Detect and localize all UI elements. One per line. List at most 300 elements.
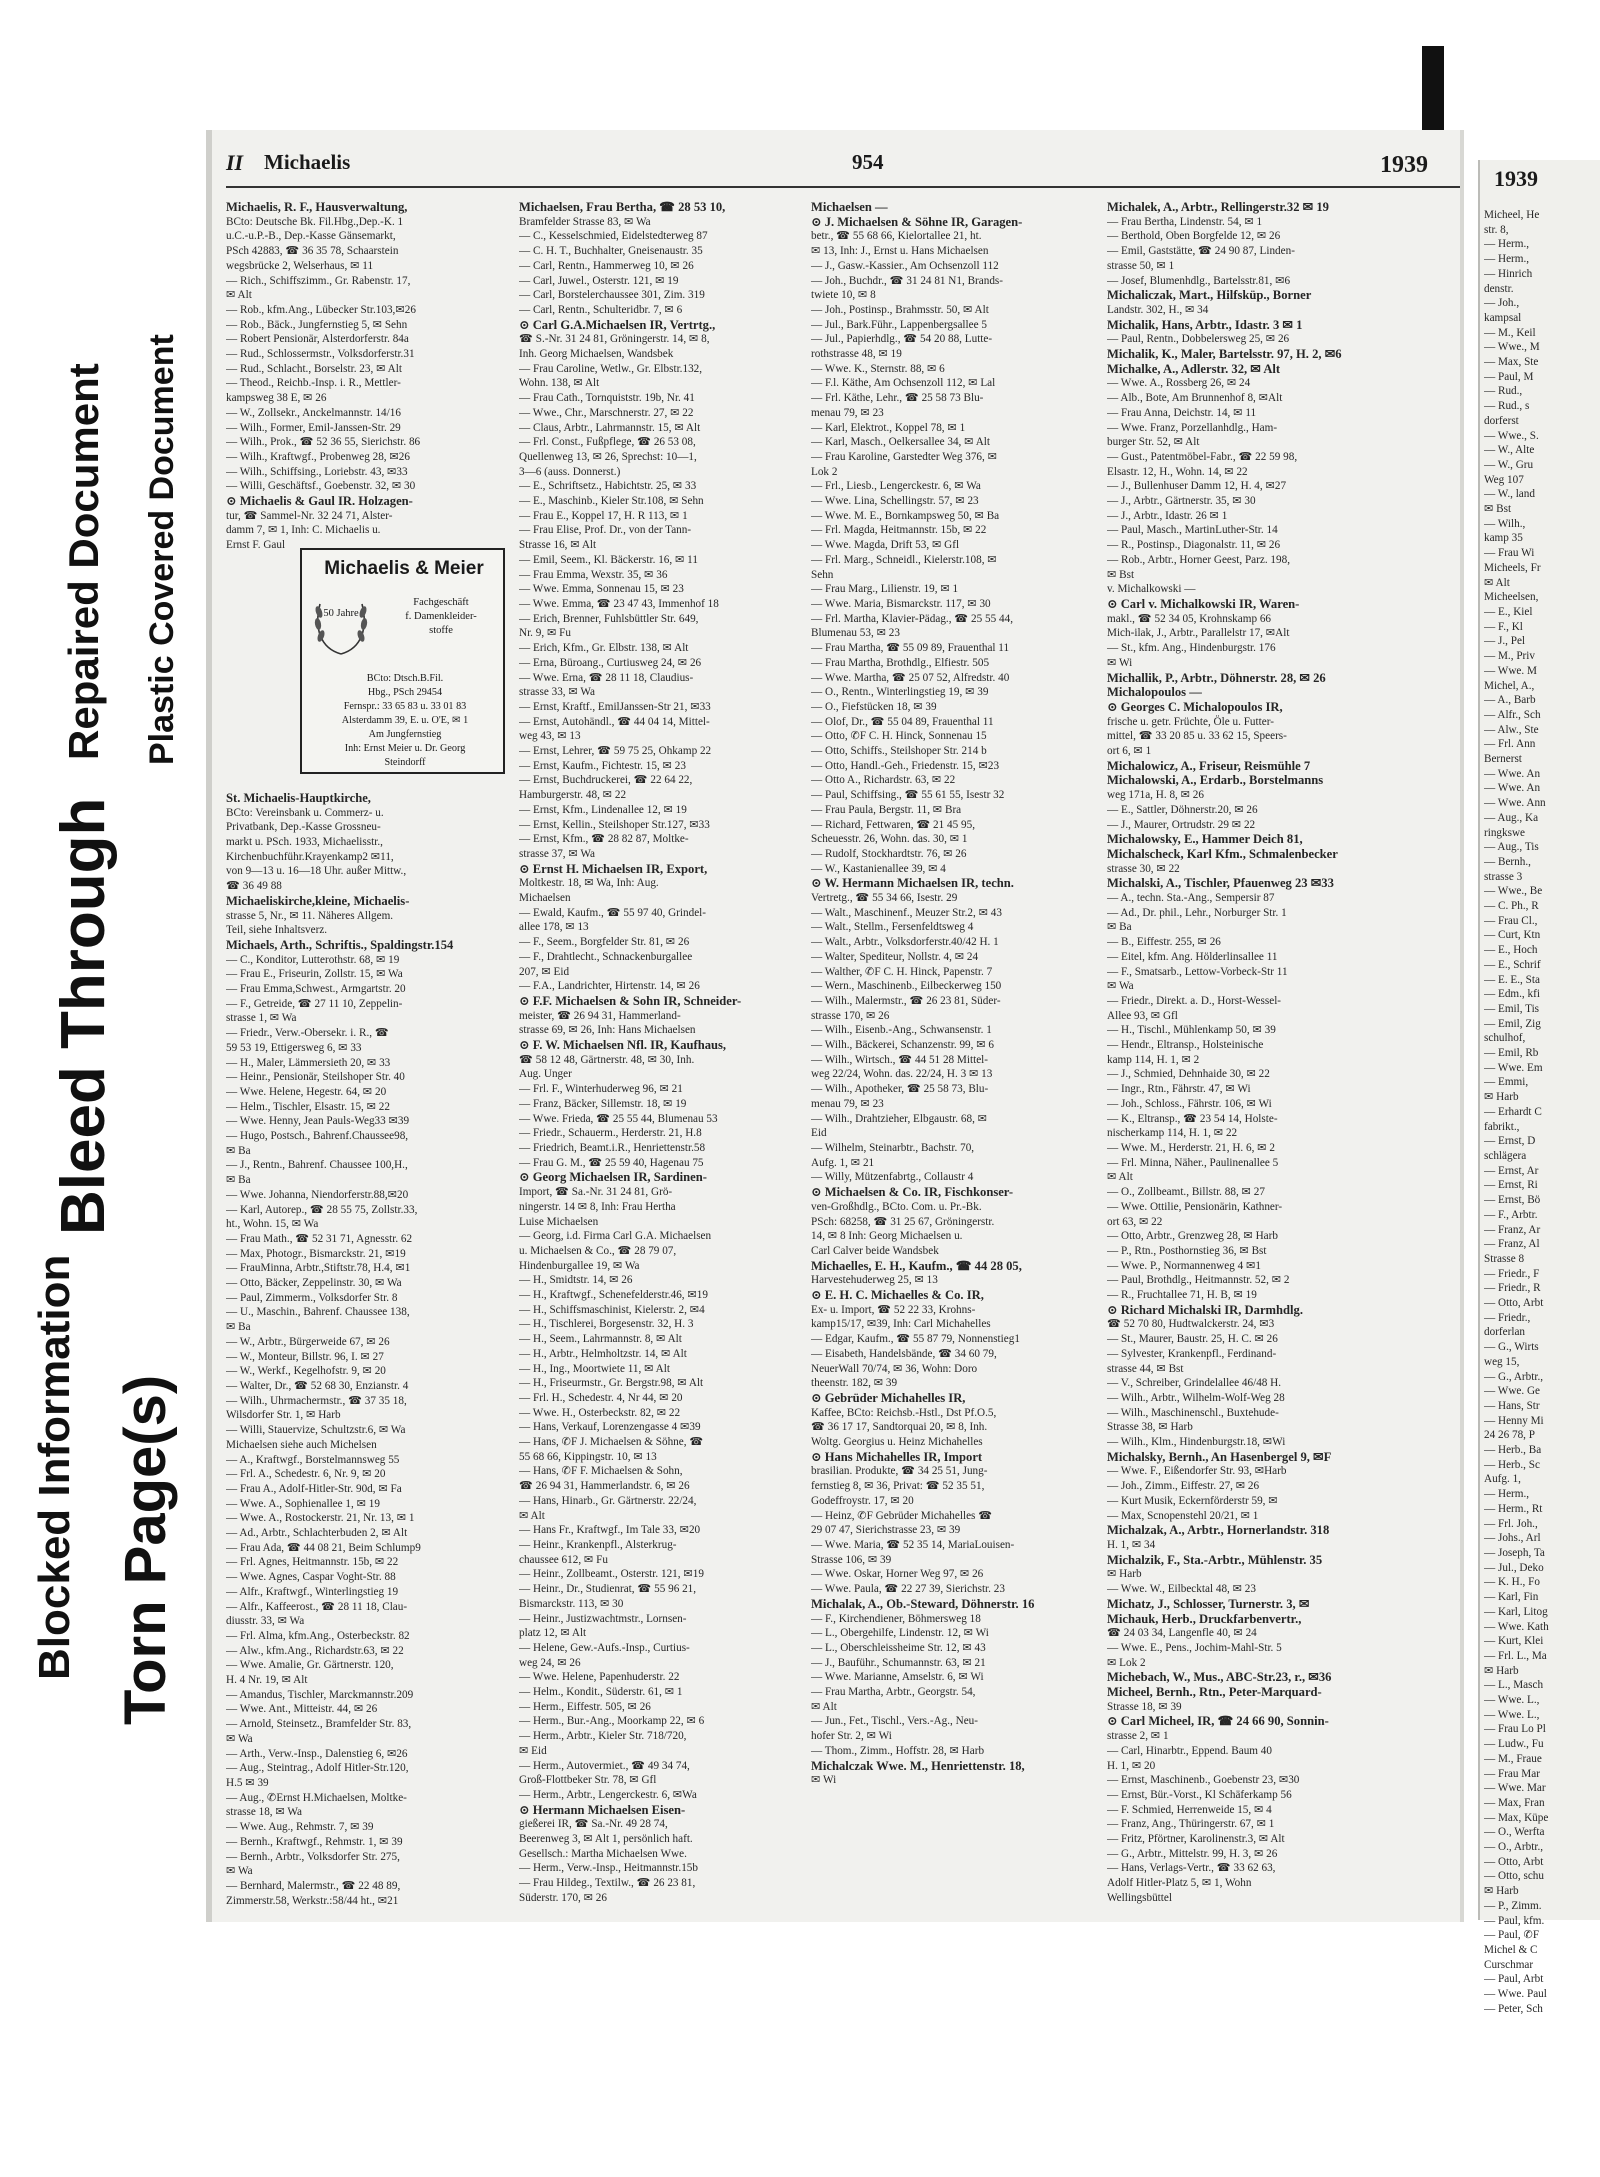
- directory-entry-line: Strasse 106, ✉ 39: [811, 1553, 892, 1566]
- directory-entry-line: — Ernst, D: [1484, 1135, 1536, 1148]
- directory-entry-line: — Herm.,: [1484, 1488, 1530, 1501]
- directory-entry-line: Eid: [811, 1127, 827, 1140]
- directory-entry-line: — H., Smidtstr. 14, ✉ 26: [519, 1274, 633, 1287]
- directory-entry-line: Michaelis, R. F., Hausverwaltung,: [226, 200, 408, 214]
- directory-entry-line: — Hans Fr., Kraftwgf., Im Tale 33, ✉20: [519, 1524, 701, 1537]
- directory-entry-line: — Friedr., F: [1484, 1267, 1540, 1280]
- directory-entry-line: theenstr. 182, ✉ 39: [811, 1377, 898, 1390]
- ad-contact-line: Am Jungfernstieg: [368, 729, 442, 740]
- directory-entry-line: — Josef, Blumenhdlg., Bartelsstr.81, ✉6: [1107, 274, 1291, 287]
- directory-entry-line: ⊙ Georg Michaelsen IR, Sardinen-: [519, 1170, 707, 1185]
- directory-entry-line: — St., Maurer, Baustr. 25, H. C. ✉ 26: [1107, 1333, 1278, 1346]
- directory-entry-line: Michalik, Hans, Arbtr., Idastr. 3 ✉ 1: [1107, 317, 1303, 332]
- directory-entry-line: ✉ Wa: [1107, 980, 1134, 993]
- directory-entry-line: — Wwe. M: [1484, 664, 1537, 677]
- directory-entry-line: — Erhardt C: [1484, 1105, 1542, 1118]
- directory-entry-line: PSch: 68258, ☎ 31 25 67, Gröningerstr.: [811, 1215, 995, 1228]
- directory-entry-line: Michauk, Herb., Druckfarbenvertr.,: [1107, 1611, 1302, 1626]
- directory-entry-line: — Wern., Maschinenb., Eilbeckerweg 150: [811, 980, 1002, 993]
- directory-entry-line: Michalowsky, E., Hammer Deich 81,: [1107, 832, 1303, 847]
- directory-entry-line: — Arnold, Steinsetz., Bramfelder Str. 83,: [226, 1718, 412, 1731]
- directory-entry-line: Landstr. 302, H., ✉ 34: [1107, 303, 1209, 316]
- directory-entry-line: — W., Kastanienallee 39, ✉ 4: [811, 862, 946, 875]
- directory-entry-line: Elsastr. 12, H., Wohn. 14, ✉ 22: [1107, 465, 1248, 478]
- directory-entry-line: Weg 107: [1484, 473, 1524, 486]
- directory-entry-line: — Wwe., Be: [1484, 885, 1543, 898]
- directory-entry-line: ✉ Harb: [1107, 1568, 1142, 1581]
- directory-entry-line: — E., Kiel: [1484, 605, 1533, 618]
- directory-entry-line: hofer Str. 2, ✉ Wi: [811, 1730, 892, 1743]
- directory-entry-line: — W., Werkf., Kegelhofstr. 9, ✉ 20: [226, 1365, 386, 1378]
- directory-entry-line: — Joh., Buchdr., ☎ 31 24 81 N1, Brands-: [811, 274, 1003, 287]
- directory-entry-line: — Ad., Dr. phil., Lehr., Norburger Str. 1: [1107, 906, 1287, 919]
- directory-entry-line: — Wilh., Prok., ☎ 52 36 55, Sierichstr. 86: [226, 436, 421, 449]
- directory-entry-line: — Hans, Verlags-Vertr., ☎ 33 62 63,: [1107, 1862, 1276, 1875]
- directory-entry-line: denstr.: [1484, 282, 1514, 295]
- directory-entry-line: — Wwe. Ottilie, Pensionärin, Kathner-: [1107, 1200, 1283, 1213]
- directory-entry-line: — Wwe. Ge: [1484, 1385, 1541, 1398]
- directory-entry-line: 29 07 47, Sierichstrasse 23, ✉ 39: [811, 1524, 961, 1537]
- directory-entry-line: — Kurt Musik, Eckernförderstr 59, ✉: [1107, 1494, 1278, 1507]
- directory-entry-line: Micheels, Fr: [1484, 561, 1541, 574]
- directory-entry-line: — Sylvester, Krankenpfl., Ferdinand-: [1107, 1347, 1277, 1360]
- directory-entry-line: — F.A., Landrichter, Hirtenstr. 14, ✉ 26: [519, 980, 700, 993]
- directory-entry-line: Sehn: [811, 568, 834, 581]
- directory-entry-line: Michaelsen siehe auch Michelsen: [226, 1438, 377, 1451]
- directory-entry-line: — Ernst, Kraftf., EmilJanssen-Str 21, ✉33: [519, 700, 711, 713]
- directory-entry-line: Micheelsen,: [1484, 591, 1539, 604]
- directory-entry-line: — Frl., Liesb., Lengerckestr. 6, ✉ Wa: [811, 480, 981, 493]
- directory-entry-line: tur, ☎ Sammel-Nr. 32 24 71, Alster-: [226, 509, 393, 522]
- directory-entry-line: markt u. PSch. 1933, Michaelisstr.,: [226, 835, 383, 848]
- directory-entry-line: — Wilh., Malermstr., ☎ 26 23 81, Süder-: [811, 994, 1001, 1007]
- directory-entry-line: — L., Obergehilfe, Lindenstr. 12, ✉ Wi: [811, 1627, 989, 1640]
- directory-entry-line: ✉ Ba: [226, 1174, 251, 1187]
- directory-entry-line: — Wilh., Maschinenschl., Buxtehude-: [1107, 1406, 1279, 1419]
- directory-entry-line: — Franz, Ar: [1484, 1223, 1541, 1236]
- directory-entry-line: Godeffroystr. 17, ✉ 20: [811, 1494, 914, 1507]
- directory-entry-line: — Jun., Fet., Tischl., Vers.-Ag., Neu-: [811, 1715, 978, 1728]
- directory-entry-line: — Rud., s: [1484, 400, 1530, 413]
- directory-entry-line: — Wwe. L.,: [1484, 1694, 1540, 1707]
- directory-entry-line: — Friedr., R: [1484, 1282, 1541, 1295]
- directory-entry-line: — Emil, Zig: [1484, 1017, 1541, 1030]
- directory-entry-line: 3—6 (auss. Donnerst.): [519, 465, 621, 478]
- directory-entry-line: — K. H., Fo: [1484, 1576, 1540, 1589]
- directory-entry-line: — J., Arbtr., Idastr. 26 ✉ 1: [1107, 509, 1228, 522]
- directory-entry-line: — Wwe. M. E., Bornkampsweg 50, ✉ Ba: [811, 509, 1000, 522]
- directory-entry-line: ☎ 26 94 31, Hammerlandstr. 6, ✉ 26: [519, 1480, 690, 1493]
- directory-entry-line: NeuerWall 70/74, ✉ 36, Wohn: Doro: [811, 1362, 978, 1375]
- directory-entry-line: — H., Kraftwgf., Schenefelderstr.46, ✉19: [519, 1289, 708, 1302]
- directory-entry-line: strasse 37, ✉ Wa: [519, 847, 596, 860]
- directory-entry-line: Wohn. 138, ✉ Alt: [519, 377, 600, 390]
- directory-entry-line: — Hans, ✆F J. Michaelsen & Söhne, ☎: [519, 1436, 704, 1449]
- directory-entry-line: — Walt., Arbtr., Volksdorferstr.40/42 H. 1: [811, 936, 999, 949]
- directory-entry-line: — Wilh., Arbtr., Wilhelm-Wolf-Weg 28: [1107, 1391, 1285, 1404]
- directory-entry-line: Michaelsen —: [811, 200, 888, 214]
- directory-entry-line: — Wwe. An: [1484, 767, 1541, 780]
- directory-entry-line: fernstieg 8, ✉ 36, Privat: ☎ 52 35 51,: [811, 1480, 985, 1493]
- directory-entry-line: frische u. getr. Früchte, Öle u. Futter-: [1107, 715, 1274, 728]
- directory-entry-line: — H., Tischlerei, Borgesenstr. 32, H. 3: [519, 1318, 694, 1331]
- laurel-wreath-icon: [310, 590, 372, 660]
- directory-entry-line: ort 63, ✉ 22: [1107, 1215, 1163, 1228]
- directory-entry-line: — Wwe. Kath: [1484, 1620, 1549, 1633]
- directory-entry-line: — Paul, Masch., MartinLuther-Str. 14: [1107, 524, 1278, 537]
- directory-entry-line: — Alw., Ste: [1484, 723, 1539, 736]
- directory-entry-line: ⊙ Georges C. Michalopoulos IR,: [1107, 699, 1283, 714]
- ad-description-line: Fachgeschäft: [413, 597, 469, 608]
- volume-number: II: [226, 150, 244, 175]
- directory-entry-line: — Wwe. Henny, Jean Pauls-Weg33 ✉39: [226, 1115, 410, 1128]
- stamp-repaired-document: Repaired Document: [60, 363, 107, 760]
- directory-entry-line: — Frau Ada, ☎ 44 08 21, Beim Schlump9: [226, 1541, 421, 1554]
- directory-entry-line: — Karl, Litog: [1484, 1605, 1548, 1618]
- directory-entry-line: — Frau Martha, Brothdlg., Elfiestr. 505: [811, 656, 990, 669]
- directory-entry-line: rothstrasse 48, ✉ 19: [811, 348, 902, 361]
- directory-entry-line: Quellenweg 13, ✉ 26, Sprechst: 10—1,: [519, 450, 697, 463]
- directory-entry-line: — Frau Cl.,: [1484, 914, 1538, 927]
- directory-entry-line: — Herm., Arbtr., Lengerckestr. 6, ✉Wa: [519, 1788, 697, 1801]
- directory-entry-line: — Frau Paula, Bergstr. 11, ✉ Bra: [811, 803, 962, 816]
- directory-entry-line: Vertretg., ☎ 55 34 66, Isestr. 29: [811, 892, 958, 905]
- directory-entry-line: — H., Tischl., Mühlenkamp 50, ✉ 39: [1107, 1024, 1276, 1037]
- directory-entry-line: platz 12, ✉ Alt: [519, 1627, 587, 1640]
- directory-entry-line: — Ernst, Buchdruckerei, ☎ 22 64 22,: [519, 774, 693, 787]
- directory-entry-line: — Frau E., Koppel 17, H. R 113, ✉ 1: [519, 509, 688, 522]
- directory-entry-line: — Ernst, Kellin., Steilshoper Str.127, ✉33: [519, 818, 710, 831]
- directory-entry-line: — L., Oberschleissheime Str. 12, ✉ 43: [811, 1641, 986, 1654]
- directory-entry-line: — Fritz, Pförtner, Karolinenstr.3, ✉ Alt: [1107, 1833, 1285, 1846]
- directory-entry-line: — Wwe. Magda, Drift 53, ✉ Gfl: [811, 539, 960, 552]
- directory-entry-line: — J., Maurer, Ortrudstr. 29 ✉ 22: [1107, 818, 1256, 831]
- directory-entry-line: — Paul, kfm.: [1484, 1914, 1545, 1927]
- directory-entry-line: — J., Bullenhuser Damm 12, H. 4, ✉27: [1107, 480, 1287, 493]
- directory-entry-line: — Wilh., Drahtzieher, Elbgaustr. 68, ✉: [811, 1112, 988, 1125]
- directory-entry-line: — Frl. Magda, Heitmannstr. 15b, ✉ 22: [811, 524, 987, 537]
- directory-entry-line: — P., Rtn., Posthornstieg 36, ✉ Bst: [1107, 1244, 1267, 1257]
- directory-entry-line: — Joh., Schloss., Fährstr. 106, ✉ Wi: [1107, 1097, 1272, 1110]
- directory-entry-line: Bramfelder Strasse 83, ✉ Wa: [519, 215, 651, 228]
- directory-entry-line: — Henny Mi: [1484, 1414, 1544, 1427]
- directory-entry-line: — St., kfm. Ang., Hindenburgstr. 176: [1107, 642, 1276, 655]
- directory-entry-line: Curschmar: [1484, 1958, 1534, 1971]
- directory-entry-line: ☎ 24 03 34, Langenfle 40, ✉ 24: [1107, 1627, 1257, 1640]
- directory-entry-line: — W., Zollsekr., Anckelmannstr. 14/16: [226, 406, 401, 419]
- directory-entry-line: — E., Hoch: [1484, 944, 1538, 957]
- directory-entry-line: Bernerst: [1484, 753, 1522, 766]
- directory-entry-line: — Otto, Bäcker, Zeppelinstr. 30, ✉ Wa: [226, 1277, 402, 1290]
- ad-anniversary: 50 Jahre: [323, 608, 359, 619]
- directory-entry-line: — Alfr., Kraftwgf., Winterlingstieg 19: [226, 1585, 399, 1598]
- directory-entry-line: — O., Werfta: [1484, 1826, 1545, 1839]
- ad-description: [382, 596, 500, 638]
- directory-entry-line: — Robert Pensionär, Alsterdorferstr. 84a: [226, 333, 409, 346]
- directory-entry-line: — Rud., Schlacht., Borselstr. 23, ✉ Alt: [226, 362, 402, 375]
- directory-entry-line: kampsweg 38 E, ✉ 26: [226, 392, 327, 405]
- directory-entry-line: Michaelsen, Frau Bertha, ☎ 28 53 10,: [519, 200, 726, 214]
- directory-entry-line: — Ernst, Bö: [1484, 1194, 1541, 1207]
- directory-entry-line: — M., Priv: [1484, 650, 1535, 663]
- directory-entry-line: — Wwe., M: [1484, 341, 1540, 354]
- directory-entry-line: — Wwe. L.,: [1484, 1708, 1540, 1721]
- running-head-name: Michaelis: [264, 150, 351, 174]
- directory-entry-line: ☎ S.-Nr. 31 24 81, Gröningerstr. 14, ✉ 8,: [519, 333, 710, 346]
- directory-entry-line: von 9—13 u. 16—18 Uhr. außer Mittw.,: [226, 865, 407, 878]
- directory-entry-line: brasilian. Produkte, ☎ 34 25 51, Jung-: [811, 1465, 988, 1478]
- directory-entry-line: — Ernst, Ri: [1484, 1179, 1538, 1192]
- column-3: [811, 200, 1093, 1910]
- directory-entry-line: ✉ Alt: [1484, 576, 1510, 589]
- directory-entry-line: — Max, Fran: [1484, 1796, 1545, 1809]
- directory-entry-line: twiete 10, ✉ 8: [811, 289, 876, 302]
- directory-entry-line: — Frl. F., Winterhuderweg 96, ✉ 21: [519, 1083, 683, 1096]
- directory-entry-line: — Frau Marg., Lilienstr. 19, ✉ 1: [811, 583, 959, 596]
- directory-entry-line: weg 171a, H. 8, ✉ 26: [1107, 789, 1204, 802]
- michaelis-meier-advertisement: [300, 548, 505, 774]
- directory-entry-line: strasse 69, ✉ 26, Inh: Hans Michaelsen: [519, 1024, 696, 1037]
- directory-entry-line: ✉ Wi: [811, 1774, 837, 1787]
- directory-entry-line: — Heinr., Krankenpfl., Alsterkrug-: [519, 1538, 677, 1551]
- directory-entry-line: — Karl, Autorep., ☎ 28 55 75, Zollstr.33,: [226, 1203, 418, 1216]
- directory-entry-line: — F., Kl: [1484, 620, 1523, 633]
- directory-entry-line: — A., Kraftwgf., Borstelmannsweg 55: [226, 1453, 400, 1466]
- directory-entry-line: — Wwe. Marianne, Amselstr. 6, ✉ Wi: [811, 1671, 984, 1684]
- directory-entry-line: — Max, Photogr., Bismarckstr. 21, ✉19: [226, 1247, 406, 1260]
- directory-entry-line: Michalopoulos —: [1107, 685, 1202, 700]
- directory-entry-line: — F.l. Käthe, Am Ochsenzoll 112, ✉ Lal: [811, 377, 996, 390]
- directory-entry-line: — Bernh., Arbtr., Volksdorfer Str. 275,: [226, 1850, 400, 1863]
- directory-entry-line: — Otto A., Richardstr. 63, ✉ 22: [811, 774, 956, 787]
- directory-entry-line: ven-Großhdlg., BCto. Com. u. Pr.-Bk.: [811, 1200, 982, 1213]
- directory-entry-line: — H., Schiffsmaschinist, Kielerstr. 2, ✉4: [519, 1303, 705, 1316]
- directory-entry-line: BCto: Vereinsbank u. Commerz- u.: [226, 806, 384, 819]
- directory-entry-line: ☎ 58 12 48, Gärtnerstr. 48, ✉ 30, Inh.: [519, 1053, 695, 1066]
- directory-entry-line: ☎ 52 70 80, Hudtwalckerstr. 24, ✉3: [1107, 1318, 1275, 1331]
- directory-entry-line: Bismarckstr. 113, ✉ 30: [519, 1597, 624, 1610]
- directory-entry-line: str. 8,: [1484, 223, 1509, 236]
- directory-entry-line: — J., Pel: [1484, 635, 1526, 648]
- directory-entry-line: — Wwe. Maria, ☎ 52 35 14, MariaLouisen-: [811, 1538, 1015, 1551]
- directory-entry-line: — F. Schmied, Herrenweide 15, ✉ 4: [1107, 1803, 1272, 1816]
- directory-entry-line: — Frl. H., Schedestr. 4, Nr 44, ✉ 20: [519, 1391, 683, 1404]
- directory-entry-line: — Frau Elise, Prof. Dr., von der Tann-: [519, 524, 692, 537]
- directory-entry-line: — E., Schrif: [1484, 958, 1541, 971]
- directory-entry-line: — Frl. Minna, Näher., Paulinenallee 5: [1107, 1156, 1279, 1169]
- directory-entry-line: — Friedr., Direkt. a. D., Horst-Wessel-: [1107, 994, 1282, 1007]
- directory-entry-line: — Thom., Zimm., Hoffstr. 28, ✉ Harb: [811, 1744, 985, 1757]
- ad-contact-line: BCto: Dtsch.B.Fil.: [366, 673, 444, 684]
- directory-entry-line: — Friedr., Schauerm., Herderstr. 21, H.8: [519, 1127, 702, 1140]
- directory-entry-line: — Frau Cath., Tornquiststr. 19b, Nr. 41: [519, 392, 695, 405]
- directory-entry-line: — Joh., Postinsp., Brahmsstr. 50, ✉ Alt: [811, 303, 989, 316]
- directory-entry-line: — Wwe. Oskar, Horner Weg 97, ✉ 26: [811, 1568, 984, 1581]
- directory-entry-line: — Walter, Dr., ☎ 52 68 30, Enzianstr. 4: [226, 1380, 409, 1392]
- directory-entry-line: ✉ Ba: [1107, 921, 1132, 934]
- directory-entry-line: 14, ✉ 8 Inh: Georg Michaelsen u.: [811, 1230, 963, 1243]
- ad-contact-line: Inh: Ernst Meier u. Dr. Georg: [344, 743, 466, 754]
- directory-entry-line: — Friedrich, Beamt.i.R., Henriettenstr.58: [519, 1142, 706, 1154]
- directory-entry-line: nischerkamp 114, H. 1, ✉ 22: [1107, 1127, 1238, 1140]
- directory-entry-line: — Otto, schu: [1484, 1870, 1544, 1883]
- directory-entry-line: — Willy, Mützenfabrtg., Collaustr 4: [811, 1171, 974, 1184]
- directory-entry-line: — Frl. Martha, Klavier-Pädag., ☎ 25 55 44,: [811, 612, 1013, 625]
- directory-entry-line: Moltkestr. 18, ✉ Wa, Inh: Aug.: [519, 877, 659, 890]
- directory-entry-line: — G., Wirts: [1484, 1341, 1539, 1354]
- directory-entry-line: — Hugo, Postsch., Bahrenf.Chaussee98,: [226, 1130, 409, 1143]
- directory-entry-line: — Georg, i.d. Firma Carl G.A. Michaelsen: [519, 1230, 712, 1243]
- directory-entry-line: — Wwe. Ant., Mitteistr. 44, ✉ 26: [226, 1703, 378, 1716]
- directory-entry-line: — Rob., kfm.Ang., Lübecker Str.103,✉26: [226, 303, 416, 316]
- directory-entry-line: Blumenau 53, ✉ 23: [811, 627, 900, 640]
- directory-entry-line: — Otto, Arbt: [1484, 1297, 1544, 1310]
- directory-entry-line: Michalsky, Bernh., An Hasenbergel 9, ✉F: [1107, 1449, 1332, 1464]
- directory-entry-line: — Frau Wi: [1484, 547, 1535, 560]
- directory-entry-line: ✉ Ba: [226, 1321, 251, 1334]
- directory-entry-line: — Herm., Arbtr., Kieler Str. 718/720,: [519, 1730, 687, 1743]
- directory-entry-line: — Frau Emma,Schwest., Armgartstr. 20: [226, 983, 406, 996]
- directory-entry-line: — Wilh., Wirtsch., ☎ 44 51 28 Mittel-: [811, 1053, 989, 1066]
- directory-entry-line: — Alfr., Kaffeerost., ☎ 28 11 18, Clau-: [226, 1600, 408, 1613]
- directory-entry-line: — C., Konditor, Lutterothstr. 68, ✉ 19: [226, 953, 400, 966]
- directory-entry-line: — H., Maler, Lämmersieth 20, ✉ 33: [226, 1056, 391, 1069]
- directory-entry-line: — Otto, Arbt: [1484, 1855, 1544, 1868]
- directory-entry-line: — Wwe. A., Sophienallee 1, ✉ 19: [226, 1497, 380, 1510]
- directory-entry-line: — Helene, Gew.-Aufs.-Insp., Curtius-: [519, 1641, 690, 1654]
- directory-entry-line: — Otto, Arbtr., Grenzweg 28, ✉ Harb: [1107, 1230, 1278, 1243]
- directory-entry-line: 59 53 19, Ettigersweg 6, ✉ 33: [226, 1041, 362, 1054]
- directory-entry-line: ⊙ Carl v. Michalkowski IR, Waren-: [1107, 596, 1300, 611]
- directory-entry-line: — J., Bauführ., Schumannstr. 63, ✉ 21: [811, 1656, 986, 1669]
- directory-entry-line: — Franz, Al: [1484, 1238, 1540, 1251]
- directory-entry-line: — Wilh.,: [1484, 517, 1526, 530]
- directory-entry-line: ⊙ F.F. Michaelsen & Sohn IR, Schneider-: [519, 993, 742, 1008]
- directory-entry-line: — Hans, Hinarb., Gr. Gärtnerstr. 22/24,: [519, 1494, 697, 1507]
- directory-entry-line: — Wwe. Agnes, Caspar Voght-Str. 88: [226, 1571, 396, 1584]
- directory-entry-line: — Wilh., Klm., Hindenburgstr.18, ✉Wi: [1107, 1436, 1286, 1449]
- directory-entry-line: — W., Alte: [1484, 444, 1535, 457]
- directory-entry-line: Michaliczak, Mart., Hilfsküp., Borner: [1107, 288, 1312, 303]
- directory-entry-line: — Max, Scnopenstehl 20/21, ✉ 1: [1107, 1509, 1259, 1522]
- directory-entry-line: — Amandus, Tischler, Marckmannstr.209: [226, 1688, 414, 1701]
- directory-entry-line: — Jul., Papierhdlg., ☎ 54 20 88, Lutte-: [811, 333, 993, 346]
- directory-entry-line: — E., Schriftsetz., Habichtstr. 25, ✉ 33: [519, 480, 697, 493]
- directory-entry-line: — Carl, Rentn., Schulteridbr. 7, ✉ 6: [519, 303, 683, 316]
- directory-entry-line: — Heinr., Justizwachtmstr., Lornsen-: [519, 1612, 687, 1625]
- directory-entry-line: damm 7, ✉ 1, Inh: C. Michaelis u.: [226, 524, 381, 537]
- directory-entry-line: — Wwe. Paul: [1484, 1988, 1547, 2001]
- directory-entry-line: — Bernhard, Malermstr., ☎ 22 48 89,: [226, 1879, 401, 1892]
- directory-entry-line: — Heinr., Zollbeamt., Osterstr. 121, ✉19: [519, 1568, 704, 1581]
- directory-entry-line: — R., Fruchtallee 71, H. B, ✉ 19: [1107, 1289, 1257, 1302]
- directory-entry-line: — Kurt, Klei: [1484, 1635, 1544, 1648]
- directory-entry-line: Michalzak, A., Arbtr., Hornerlandstr. 318: [1107, 1523, 1330, 1538]
- directory-entry-line: — Frau Mar: [1484, 1767, 1540, 1780]
- directory-entry-line: — Joh., Zimm., Eiffestr. 27, ✉ 26: [1107, 1480, 1260, 1493]
- directory-entry-line: — P., Zimm.: [1484, 1899, 1542, 1912]
- directory-entry-line: ✉ Eid: [519, 1744, 547, 1757]
- directory-entry-line: Michallik, P., Arbtr., Döhnerstr. 28, ✉ 26: [1107, 670, 1326, 685]
- directory-entry-line: — Wwe. P., Normannenweg 4 ✉1: [1107, 1259, 1261, 1272]
- directory-entry-line: dorferlan: [1484, 1326, 1525, 1339]
- directory-entry-line: — Eitel, kfm. Ang. Hölderlinsallee 11: [1107, 950, 1278, 963]
- directory-entry-line: ✉ Harb: [1484, 1885, 1519, 1898]
- directory-entry-line: ⊙ F. W. Michaelsen Nfl. IR, Kaufhaus,: [519, 1038, 727, 1053]
- directory-entry-line: ☎ 36 17 17, Sandtorquai 20, ✉ 8, Inh.: [811, 1421, 988, 1434]
- directory-entry-line: — F., Smatsarb., Lettow-Vorbeck-Str 11: [1107, 965, 1288, 978]
- ad-contact-line: Alsterdamm 39, E. u. O'E, ✉ 1: [341, 715, 469, 726]
- directory-entry-line: — Jul., Bark.Führ., Lappenbergsallee 5: [811, 318, 987, 331]
- directory-entry-line: — R., Postinsp., Diagonalstr. 11, ✉ 26: [1107, 539, 1281, 552]
- directory-entry-line: 24 26 78, P: [1484, 1429, 1535, 1442]
- directory-entry-line: ☎ 36 49 88: [226, 880, 282, 893]
- directory-entry-line: — Paul, Rentn., Dobbelersweg 25, ✉ 26: [1107, 333, 1290, 346]
- directory-entry-line: H. 1, ✉ 34: [1107, 1538, 1156, 1551]
- stamp-torn-pages: Torn Page(s): [113, 1374, 178, 1725]
- directory-entry-line: strasse 2, ✉ 1: [1107, 1730, 1169, 1743]
- directory-entry-line: — Rudolf, Stockhardtstr. 76, ✉ 26: [811, 847, 967, 860]
- directory-entry-line: — J., Gasw.-Kassier., Am Ochsenzoll 112: [811, 259, 999, 272]
- directory-entry-line: — F., Seem., Borgfelder Str. 81, ✉ 26: [519, 936, 690, 949]
- directory-entry-line: — K., Eltransp., ☎ 23 54 14, Holste-: [1107, 1112, 1278, 1125]
- directory-entry-line: — Frl. Const., Fußpflege, ☎ 26 53 08,: [519, 436, 696, 449]
- ad-description-line: stoffe: [429, 625, 453, 636]
- directory-entry-line: kamp15/17, ✉39, Inh: Carl Michahelles: [811, 1318, 991, 1331]
- directory-entry-line: Michalik, K., Maler, Bartelsstr. 97, H. 2, ✉6: [1107, 347, 1342, 362]
- directory-entry-line: — Frau Martha, Arbtr., Georgstr. 54,: [811, 1686, 976, 1699]
- directory-entry-line: — Rob., Bäck., Jungfernstieg 5, ✉ Sehn: [226, 318, 408, 331]
- directory-entry-line: — Wwe. Erna, ☎ 28 11 18, Claudius-: [519, 671, 694, 684]
- directory-entry-line: fabrikt.,: [1484, 1120, 1520, 1133]
- directory-entry-line: H. 4 Nr. 19, ✉ Alt: [226, 1674, 308, 1687]
- directory-entry-line: — J., Arbtr., Gärtnerstr. 35, ✉ 30: [1107, 495, 1256, 508]
- directory-entry-line: — Rud.,: [1484, 385, 1523, 398]
- directory-entry-line: — Berthold, Oben Borgfelde 12, ✉ 26: [1107, 230, 1281, 243]
- directory-entry-line: — Hendr., Eltransp., Holsteinische: [1107, 1039, 1264, 1052]
- directory-entry-line: Michebach, W., Mus., ABC-Str.23, r., ✉36: [1107, 1670, 1332, 1685]
- directory-entry-line: weg 22/24, Wohn. das. 22/24, H. 3 ✉ 13: [811, 1068, 993, 1081]
- directory-entry-line: Beerenweg 3, ✉ Alt 1, persönlich haft.: [519, 1833, 693, 1846]
- directory-entry-line: — Frau Math., ☎ 52 31 71, Agnesstr. 62: [226, 1232, 413, 1245]
- directory-entry-line: ✉ Bst: [1107, 568, 1135, 581]
- directory-entry-line: Kirchenbuchführ.Krayenkamp2 ✉11,: [226, 850, 394, 863]
- directory-entry-line: — V., Schreiber, Grindelallee 46/48 H.: [1107, 1377, 1282, 1390]
- directory-entry-line: — Ingr., Rtn., Fährstr. 47, ✉ Wi: [1107, 1083, 1251, 1096]
- directory-entry-line: ringkswe: [1484, 826, 1526, 839]
- scan-margin-top: [0, 0, 1600, 46]
- directory-entry-line: — Emil, Gaststätte, ☎ 24 90 87, Linden-: [1107, 245, 1295, 258]
- directory-entry-line: Inh. Georg Michaelsen, Wandsbek: [519, 348, 674, 361]
- directory-entry-line: — Herm.,: [1484, 253, 1530, 266]
- directory-entry-line: ht., Wohn. 15, ✉ Wa: [226, 1218, 319, 1231]
- directory-entry-line: — Frau Emma, Wexstr. 35, ✉ 36: [519, 568, 668, 581]
- directory-entry-line: Michalscheck, Karl Kfm., Schmalenbecker: [1107, 846, 1338, 861]
- directory-entry-line: — Herm., Autovermiet., ☎ 49 34 74,: [519, 1759, 690, 1772]
- directory-entry-line: strasse 33, ✉ Wa: [519, 686, 596, 699]
- directory-entry-line: ⊙ Gebrüder Michahelles IR,: [811, 1390, 966, 1405]
- directory-entry-line: — A., techn. Sta.-Ang., Sempersir 87: [1107, 892, 1275, 905]
- directory-entry-line: makl., ☎ 52 34 05, Krohnskamp 66: [1107, 612, 1272, 625]
- directory-entry-line: Michalzik, F., Sta.-Arbtr., Mühlenstr. 35: [1107, 1552, 1323, 1567]
- directory-entry-line: — Carl, Rentn., Hammerweg 10, ✉ 26: [519, 259, 694, 272]
- directory-entry-line: Micheel, Bernh., Rtn., Peter-Marquard-: [1107, 1685, 1322, 1700]
- directory-entry-line: — O., Arbtr.,: [1484, 1841, 1544, 1854]
- directory-entry-line: Strasse 16, ✉ Alt: [519, 539, 597, 552]
- directory-entry-line: — Helm., Tischler, Elsastr. 15, ✉ 22: [226, 1100, 390, 1113]
- directory-entry-line: strasse 170, ✉ 26: [811, 1009, 890, 1022]
- directory-entry-line: Michalowicz, A., Friseur, Reismühle 7: [1107, 758, 1311, 773]
